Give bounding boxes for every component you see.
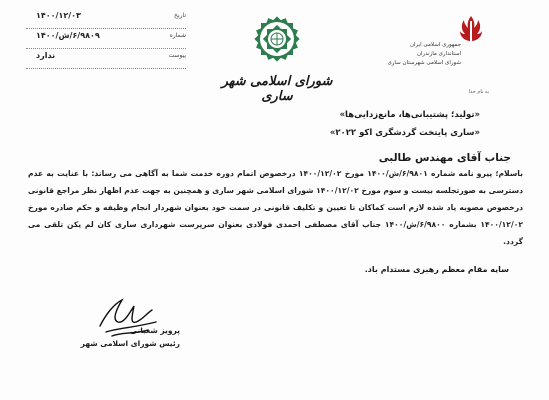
recipient: جناب آقای مهندس طالبی (378, 152, 511, 164)
org-line-governorate: استانداری مازندران (416, 51, 461, 57)
meta-date-value: ۱۴۰۰/۱۲/۰۳ (36, 11, 81, 20)
meta-attachment (26, 49, 186, 69)
letter-meta (26, 9, 186, 69)
signer-title: رئیس شورای اسلامی شهر (80, 339, 180, 348)
letter-closing: سایه مقام معظم رهبری مستدام باد. (364, 265, 509, 274)
meta-date-label: تاریخ (174, 12, 186, 19)
council-logo-icon (248, 10, 306, 68)
meta-date (26, 9, 186, 29)
meta-number-value: ۶/۹۸۰۹/ش/۱۴۰۰ (36, 31, 100, 40)
year-slogan: «تولید؛ پشتیبانی‌ها، مانع‌زدایی‌ها» (339, 110, 480, 120)
org-line-council: شورای اسلامی شهرستان ساری (387, 60, 461, 66)
meta-number-label: شماره (169, 32, 186, 39)
council-name: شورای اسلامی شهر ساری (221, 74, 333, 104)
signer-name: پرویز شعبانی (129, 326, 180, 335)
meta-number (26, 29, 186, 49)
meta-attachment-label: پیوست (168, 52, 186, 59)
iran-emblem-icon (454, 12, 488, 46)
letter-body: باسلام؛ پیرو نامه شماره ۶/۹۸۰۱/ش/۱۴۰۰ مورخ ۱۴۰۰/۱۲/۰۲ درخصوص اتمام دوره خدمت شما به آگاهی می رساند: با عنایت به عدم دسترسی به صورتجلسه بیست و سوم مورخ ۱۴۰۰/۱۲/۰۲ شورای اسلامی شهر ساری و همچنین به جهت عدم اظهار نظر مراجع قانونی درخصوص مصوبه یاد شده لازم است کماکان تا تعیین و تکلیف قانونی در سمت خود بعنوان شهردار انجام وظیفه و حکم صادره مورخ ۱۴۰۰/۱۲/۰۲ بشماره ۶/۹۸۰۰/ش/۱۴۰۰ جناب آقای مصطفی احمدی فولادی بعنوان سرپرست شهرداری ساری کان لم یکن تلقی می گردد. (28, 169, 523, 246)
letter-note: به نام خدا (468, 89, 489, 95)
city-slogan: «ساری پایتخت گردشگری اکو ۲۰۲۲» (329, 128, 480, 138)
meta-attachment-value: ندارد (36, 51, 56, 60)
org-line-republic: جمهوری اسلامی ایران (409, 42, 461, 48)
